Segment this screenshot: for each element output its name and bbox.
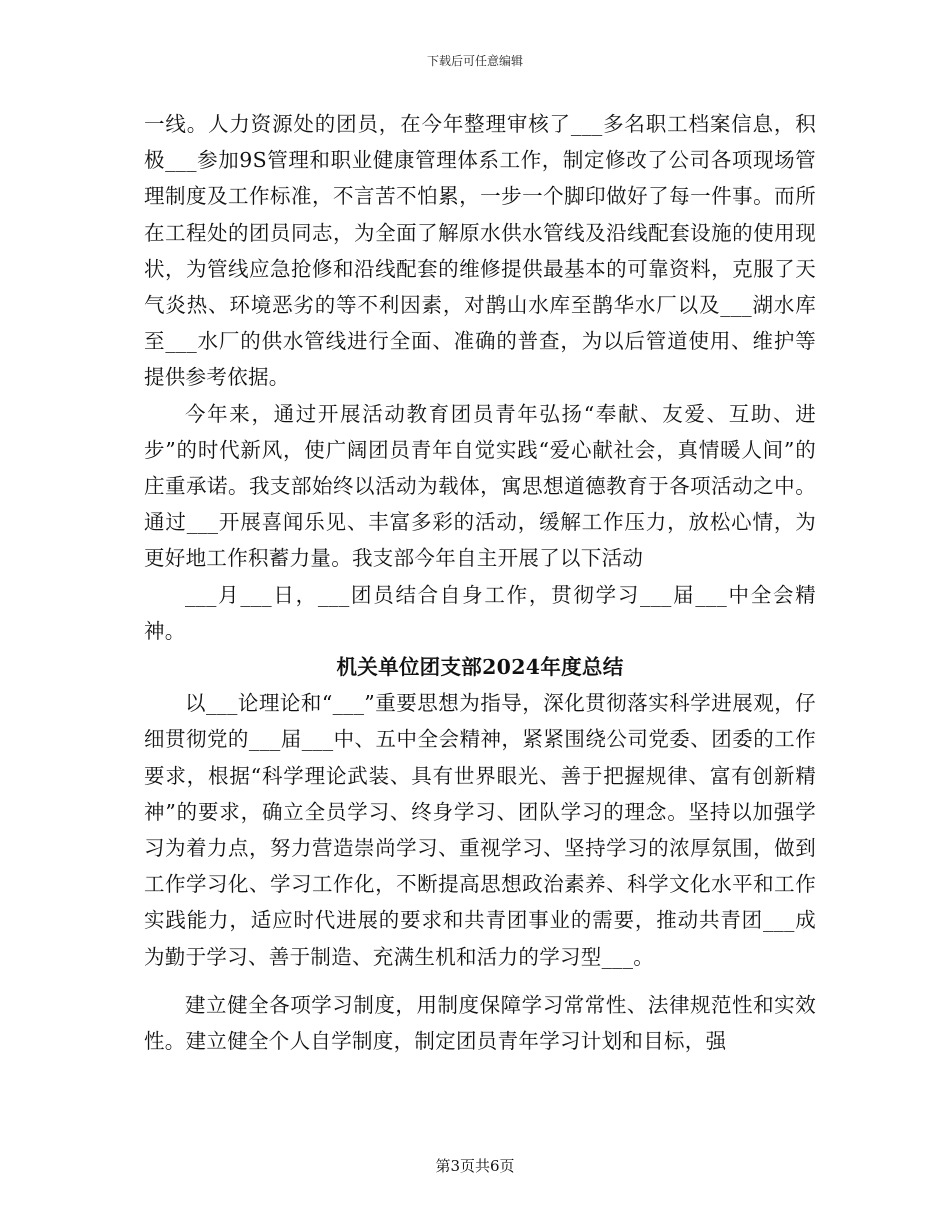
document-body [144,106,816,1059]
paragraph-date-event: ___月___日，___团员结合自身工作，贯彻学习___届___中全会精神。 [144,582,816,643]
section-title: 机关单位团支部2024年度总结 [336,655,624,680]
section-paragraph-guidance: 以___论理论和“___”重要思想为指导，深化贯彻落实科学进展观，仔细贯彻党的___届___中、五中全会精神，紧紧围绕公司党委、团委的工作要求，根据“科学理论武装、具有世界眼光、善于把握规律、富有创新精神”的要求，确立全员学习、终身学习、团队学习的理念。坚持以加强学习为着力点，努力营造崇尚学习、重视学习、坚持学习的浓厚氛围，做到工作学习化、学习工作化，不断提高思想政治素养、科学文化水平和工作实践能力，适应时代进展的要求和共青团事业的需要，推动共青团___成为勤于学习、善于制造、充满生机和活力的学习型___。 [144,691,816,969]
page-number: 第3页共6页 [435,1157,515,1175]
paragraph-continuation: 一线。人力资源处的团员，在今年整理审核了___多名职工档案信息，积极___参加9S管理和职业健康管理体系工作，制定修改了公司各项现场管理制度及工作标准，不言苦不怕累，一步一个脚印做好了每一件事。而所在工程处的团员同志，为全面了解原水供水管线及沿线配套设施的使用现状，为管线应急抢修和沿线配套的维修提供最基本的可靠资料，克服了天气炎热、环境恶劣的等不利因素，对鹊山水库至鹊华水厂以及___湖水库至___水厂的供水管线进行全面、准确的普查，为以后管道使用、维护等提供参考依据。 [144,112,816,390]
section-paragraph-system: 建立健全各项学习制度，用制度保障学习常常性、法律规范性和实效性。建立健全个人自学制度，制定团员青年学习计划和目标，强 [144,992,816,1054]
paragraph-activities: 今年来，通过开展活动教育团员青年弘扬“奉献、友爱、互助、进步”的时代新风，使广阔团员青年自觉实践“爱心献社会，真情暖人间”的庄重承诺。我支部始终以活动为载体，寓思想道德教育于各项活动之中。通过___开展喜闻乐见、丰富多彩的活动，缓解工作压力，放松心情，为更好地工作积蓄力量。我支部今年自主开展了以下活动 [144,401,816,571]
page-header-note: 下载后可任意编辑 [426,54,523,68]
paragraph-gap [144,975,816,987]
